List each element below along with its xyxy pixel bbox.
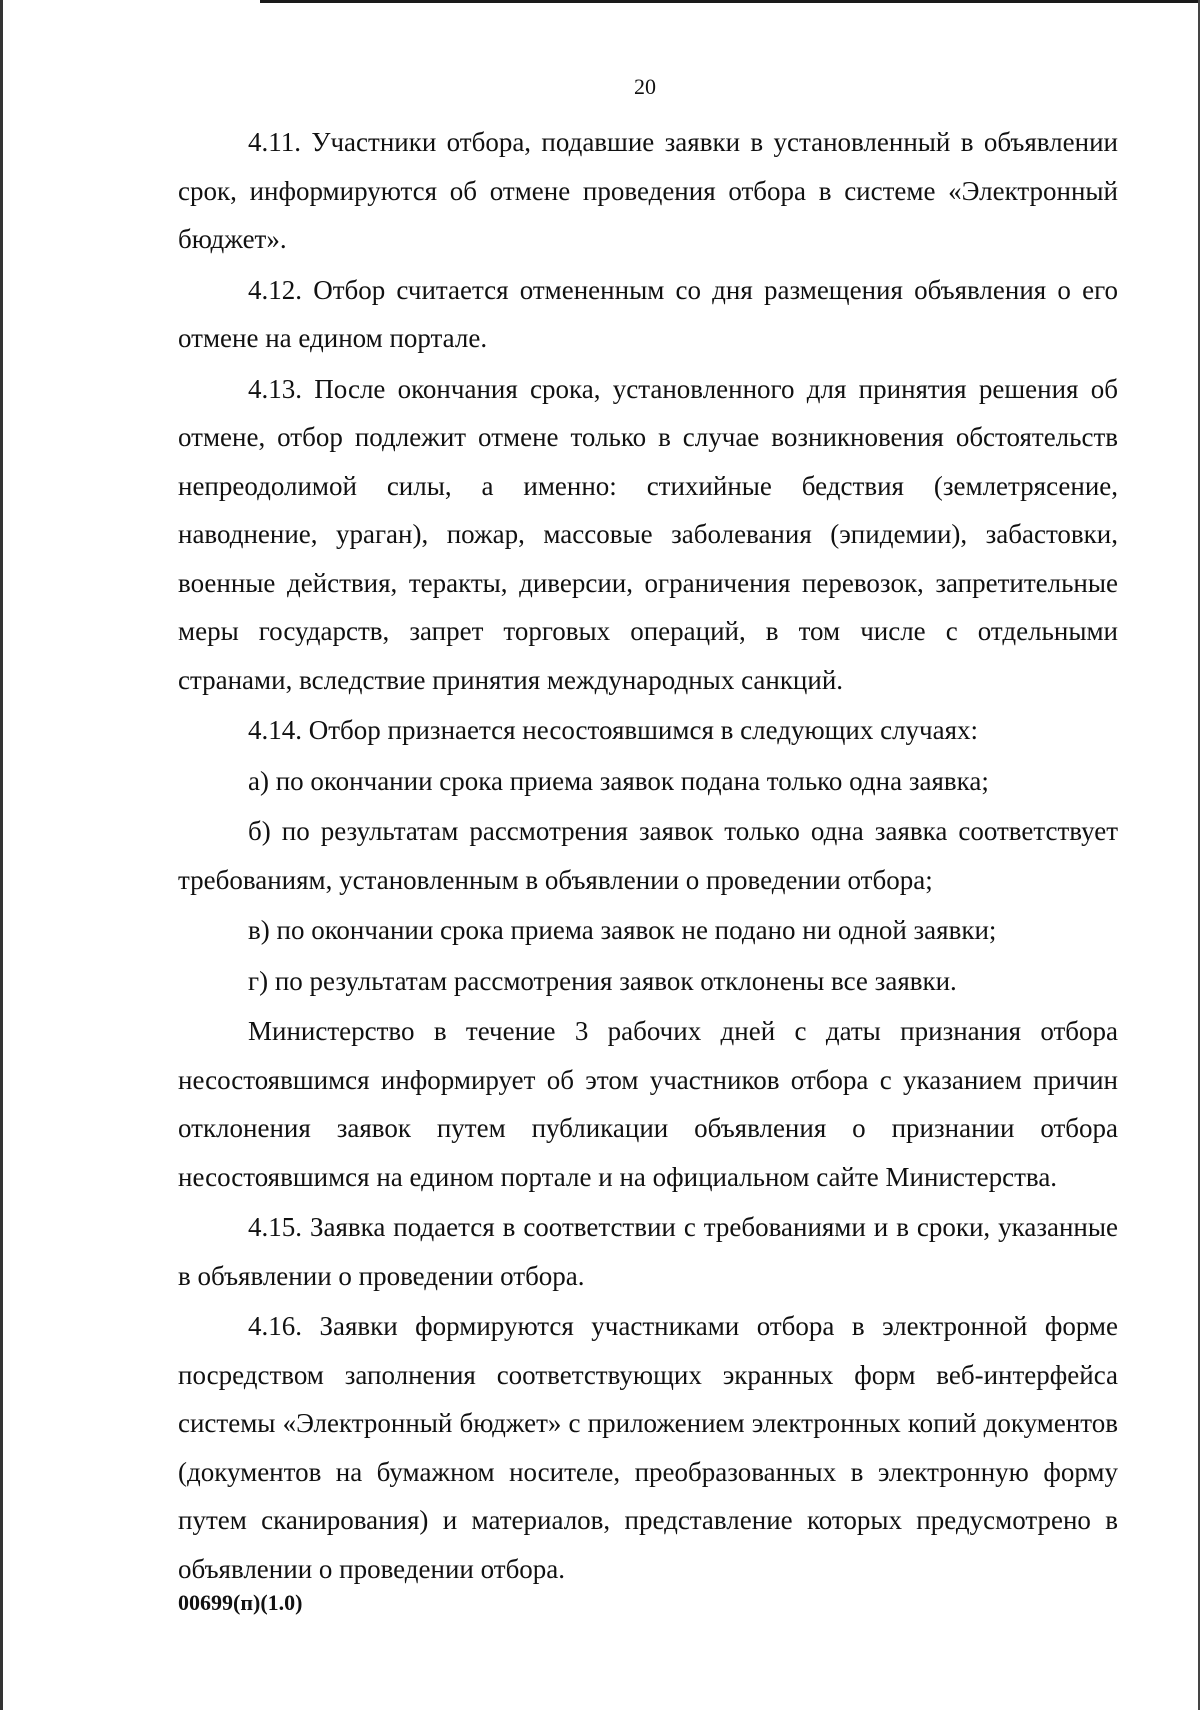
paragraph-4-11: 4.11. Участники отбора, подавшие заявки в установленный в объявлении срок, информируются об отмене проведения отбора в системе «Электронный бюджет». (178, 127, 1118, 254)
page-number: 20 (634, 74, 656, 99)
list-item-v: в) по окончании срока приема заявок не подано ни одной заявки; (248, 915, 997, 945)
list-item-a: а) по окончании срока приема заявок подана только одна заявка; (248, 765, 989, 796)
document-body (178, 118, 1118, 1595)
paragraph-4-12: 4.12. Отбор считается отмененным со дня размещения объявления о его отмене на едином портале. (178, 274, 1118, 353)
paragraph-4-13: 4.13. После окончания срока, установленного для принятия решения об отмене, отбор подлежит отмене только в случае возникновения обстоятельств непреодолимой силы, а именно: стихийные бедствия (землетрясение, наводнение, ураган), пожар, массовые заболевания (эпидемии), забастовки, военные действия, теракты, диверсии, ограничения перевозок, запретительные меры государств, запрет торговых операций, в том числе с отдельными странами, вследствие принятия международных санкций. (178, 373, 1118, 695)
scan-edge-left (0, 0, 3, 1710)
scan-edge-top (260, 0, 1200, 3)
document-code: 00699(п)(1.0) (178, 1590, 303, 1615)
paragraph-4-15: 4.15. Заявка подается в соответствии с требованиями и в сроки, указанные в объявлении о проведении отбора. (178, 1212, 1118, 1291)
paragraph-4-16: 4.16. Заявки формируются участниками отбора в электронной форме посредством заполнения соответствующих экранных форм веб-интерфейса системы «Электронный бюджет» с приложением электронных копий документов (документов на бумажном носителе, преобразованных в электронную форму путем сканирования) и материалов, представление которых предусмотрено в объявлении о проведении отбора. (178, 1311, 1118, 1584)
paragraph-ministry-notice: Министерство в течение 3 рабочих дней с даты признания отбора несостоявшимся информирует об этом участников отбора с указанием причин отклонения заявок путем публикации объявления о признании отбора несостоявшимся на едином портале и на официальном сайте Министерства. (178, 1016, 1118, 1192)
list-item-g: г) по результатам рассмотрения заявок отклонены все заявки. (248, 965, 957, 996)
paragraph-4-14: 4.14. Отбор признается несостоявшимся в следующих случаях: (248, 715, 979, 745)
list-item-b: б) по результатам рассмотрения заявок только одна заявка соответствует требованиям, установленным в объявлении о проведении отбора; (178, 816, 1118, 895)
